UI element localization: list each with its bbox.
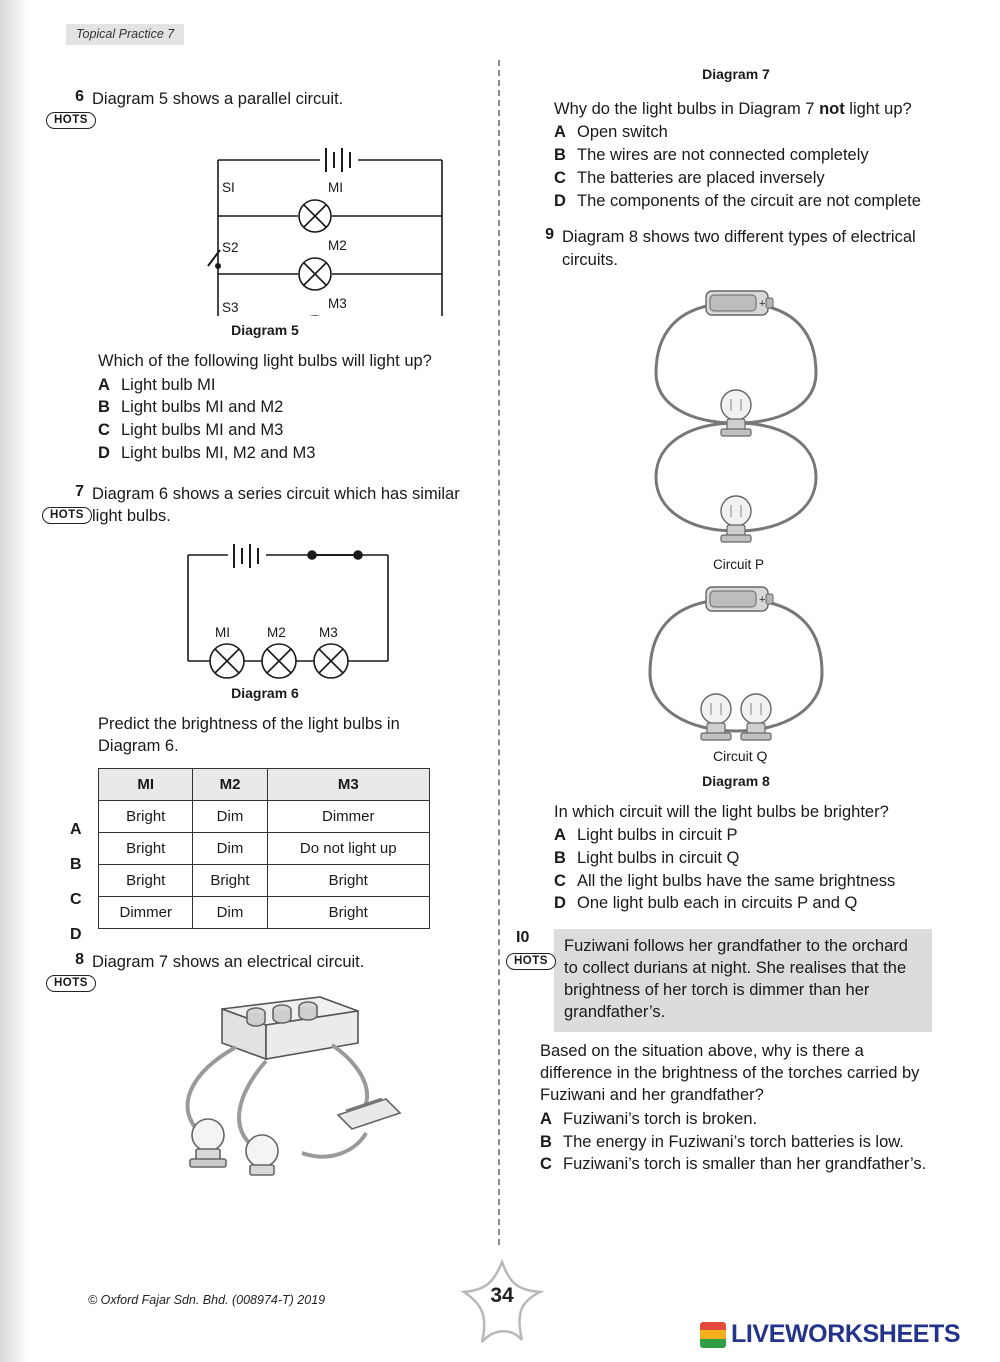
table-cell: Dimmer: [267, 800, 429, 832]
table-cell: Bright: [193, 864, 267, 896]
option-text: The batteries are placed inversely: [577, 168, 825, 187]
option-label: D: [98, 443, 110, 462]
option-label: B: [554, 146, 566, 165]
hots-badge-q10: HOTS: [506, 953, 556, 970]
option-label: A: [554, 123, 566, 142]
question-10: [514, 929, 932, 1176]
circuit-p-figure: [540, 281, 932, 591]
option-label: D: [554, 894, 566, 913]
option-label: A: [554, 826, 566, 845]
table-cell: Dim: [193, 800, 267, 832]
question-7-number: 7: [75, 482, 84, 500]
option-row[interactable]: [554, 871, 932, 893]
option-row[interactable]: [554, 168, 932, 190]
option-label: B: [554, 848, 566, 867]
option-text: Light bulbs MI and M3: [121, 421, 284, 440]
diagram-6-label-m3: M3: [319, 625, 338, 641]
question-10-options: [540, 1109, 932, 1176]
brightness-prediction-table: [98, 768, 430, 929]
option-label: A: [98, 375, 110, 394]
option-row[interactable]: [554, 825, 932, 847]
question-6-text: Diagram 5 shows a parallel circuit.: [92, 90, 344, 108]
hots-badge-q6: HOTS: [46, 112, 96, 129]
question-8-options: [554, 122, 932, 212]
option-row[interactable]: [554, 893, 932, 915]
question-10-scenario-box: Fuziwani follows her grandfather to the orchard to collect durians at night. She realises that the brightness of her torch is dimmer than her grandfather’s.: [554, 929, 932, 1032]
circuit-q-figure: [540, 581, 932, 789]
circuit-q-label: Circuit Q: [713, 747, 768, 764]
option-text: One light bulb each in circuits P and Q: [577, 894, 858, 913]
diagram-7-svg: [70, 987, 460, 1177]
option-text: Light bulbs MI, M2 and M3: [121, 443, 316, 462]
option-label: C: [98, 421, 110, 440]
option-label: D: [554, 191, 566, 210]
option-text: Light bulbs in circuit Q: [577, 848, 740, 867]
table-cell: Do not light up: [267, 832, 429, 864]
table-cell: Bright: [99, 832, 193, 864]
option-text: All the light bulbs have the same brightness: [577, 871, 896, 890]
circuit-q-svg: [540, 581, 932, 771]
table-header-cell: MI: [99, 768, 193, 800]
diagram-5-label-m1: MI: [328, 180, 343, 196]
option-row[interactable]: [554, 848, 932, 870]
question-7-stem: Predict the brightness of the light bulbs in Diagram 6.: [98, 715, 400, 756]
right-column: [514, 66, 932, 1180]
hots-badge-q7: HOTS: [42, 507, 92, 524]
diagram-6-caption: Diagram 6: [231, 685, 299, 702]
option-text: Light bulbs in circuit P: [577, 826, 738, 845]
option-row[interactable]: [98, 420, 460, 442]
option-row[interactable]: [98, 375, 460, 397]
question-9: [540, 226, 932, 915]
question-9-text: Diagram 8 shows two different types of electrical circuits.: [562, 228, 916, 269]
option-row[interactable]: [98, 443, 460, 465]
table-row-label-d: D: [70, 925, 82, 943]
diagram-5-label-s2: S2: [222, 240, 239, 256]
diagram-6-figure: [70, 539, 460, 701]
option-label: C: [554, 168, 566, 187]
question-9-number: 9: [545, 226, 554, 244]
question-6-number: 6: [75, 88, 84, 105]
table-cell: Dimmer: [99, 896, 193, 928]
table-row[interactable]: [99, 800, 430, 832]
table-row-label-c: C: [70, 890, 82, 908]
left-column: [50, 88, 460, 1181]
diagram-6-label-m2: M2: [267, 625, 286, 641]
diagram-8-caption: Diagram 8: [702, 772, 770, 789]
header-topical-practice-tag: Topical Practice 7: [66, 24, 184, 45]
option-row[interactable]: [540, 1132, 932, 1154]
question-8-stem: [554, 98, 932, 120]
liveworksheets-mark-icon: [700, 1322, 726, 1348]
question-8-text: Diagram 7 shows an electrical circuit.: [92, 952, 365, 971]
option-label: C: [540, 1155, 552, 1174]
option-row[interactable]: [554, 191, 932, 213]
option-text: Fuziwani’s torch is smaller than her grandfather’s.: [563, 1155, 927, 1174]
option-label: B: [540, 1132, 552, 1151]
question-7-text: Diagram 6 shows a series circuit which has similar light bulbs.: [92, 484, 460, 525]
diagram-6-svg: [70, 539, 460, 679]
svg-text:+: +: [759, 593, 766, 606]
table-cell: Dim: [193, 896, 267, 928]
page-number: 34: [490, 1284, 514, 1307]
question-6-options: [98, 375, 460, 465]
diagram-7-caption: Diagram 7: [702, 66, 770, 82]
question-7: [50, 482, 460, 943]
question-10-stem: Based on the situation above, why is there a difference in the brightness of the torches carried by Fuziwani and her grandfather?: [540, 1041, 920, 1105]
diagram-6-label-m1: MI: [215, 625, 230, 641]
option-text: Open switch: [577, 123, 668, 142]
page-left-shadow: [0, 0, 28, 1362]
option-label: A: [540, 1109, 552, 1128]
table-cell: Bright: [267, 896, 429, 928]
question-8: [54, 950, 460, 1177]
svg-text:+: +: [759, 297, 766, 310]
question-8-stem-part2: light up?: [844, 100, 912, 118]
table-row[interactable]: [99, 832, 430, 864]
question-6: [54, 88, 460, 465]
question-10-number: I0: [516, 929, 530, 947]
liveworksheets-logo[interactable]: [700, 1320, 960, 1349]
question-8-stem-bold: not: [819, 100, 845, 118]
diagram-5-label-s3: S3: [222, 300, 239, 316]
column-divider: [498, 60, 500, 1245]
diagram-5-label-s1: SI: [222, 180, 235, 196]
table-header-cell: M2: [193, 768, 267, 800]
diagram-5-label-m3: M3: [328, 296, 347, 312]
option-text: The components of the circuit are not complete: [577, 191, 921, 210]
question-7-table-wrap: [70, 768, 460, 943]
option-text: The energy in Fuziwani’s torch batteries is low.: [563, 1132, 904, 1151]
question-8-stem-part1: Why do the light bulbs in Diagram 7: [554, 100, 820, 118]
option-row[interactable]: [554, 145, 932, 167]
table-row[interactable]: [99, 864, 430, 896]
table-cell: Bright: [267, 864, 429, 896]
option-text: The wires are not connected completely: [577, 146, 869, 165]
table-row[interactable]: [99, 896, 430, 928]
hots-badge-q8: HOTS: [46, 975, 96, 992]
diagram-5-figure: [70, 116, 460, 338]
diagram-5-svg: [70, 116, 460, 316]
table-header-cell: M3: [267, 768, 429, 800]
question-6-stem: Which of the following light bulbs will light up?: [98, 352, 432, 371]
circuit-p-label: Circuit P: [713, 556, 765, 572]
option-row[interactable]: [540, 1154, 932, 1176]
option-text: Light bulbs MI and M2: [121, 398, 284, 417]
table-cell: Bright: [99, 864, 193, 896]
diagram-5-label-m2: M2: [328, 238, 347, 254]
table-cell: Dim: [193, 832, 267, 864]
option-text: Fuziwani’s torch is broken.: [563, 1109, 758, 1128]
option-label: C: [554, 871, 566, 890]
table-row-label-b: B: [70, 855, 82, 873]
option-row[interactable]: [98, 397, 460, 419]
diagram-5-caption: Diagram 5: [231, 322, 299, 339]
option-row[interactable]: [554, 122, 932, 144]
page-number-badge: [460, 1258, 544, 1350]
table-header-row: [99, 768, 430, 800]
table-row-label-a: A: [70, 820, 82, 838]
question-9-stem: In which circuit will the light bulbs be brighter?: [554, 802, 889, 821]
question-9-options: [554, 825, 932, 915]
option-label: B: [98, 398, 110, 417]
circuit-p-svg: [540, 281, 932, 591]
liveworksheets-wordmark: LIVEWORKSHEETS: [731, 1320, 961, 1348]
option-text: Light bulb MI: [121, 375, 216, 394]
question-8-number: 8: [75, 950, 84, 968]
footer-copyright: © Oxford Fajar Sdn. Bhd. (008974-T) 2019: [88, 1293, 326, 1307]
diagram-7-figure: [70, 987, 460, 1177]
table-cell: Bright: [99, 800, 193, 832]
option-row[interactable]: [540, 1109, 932, 1131]
